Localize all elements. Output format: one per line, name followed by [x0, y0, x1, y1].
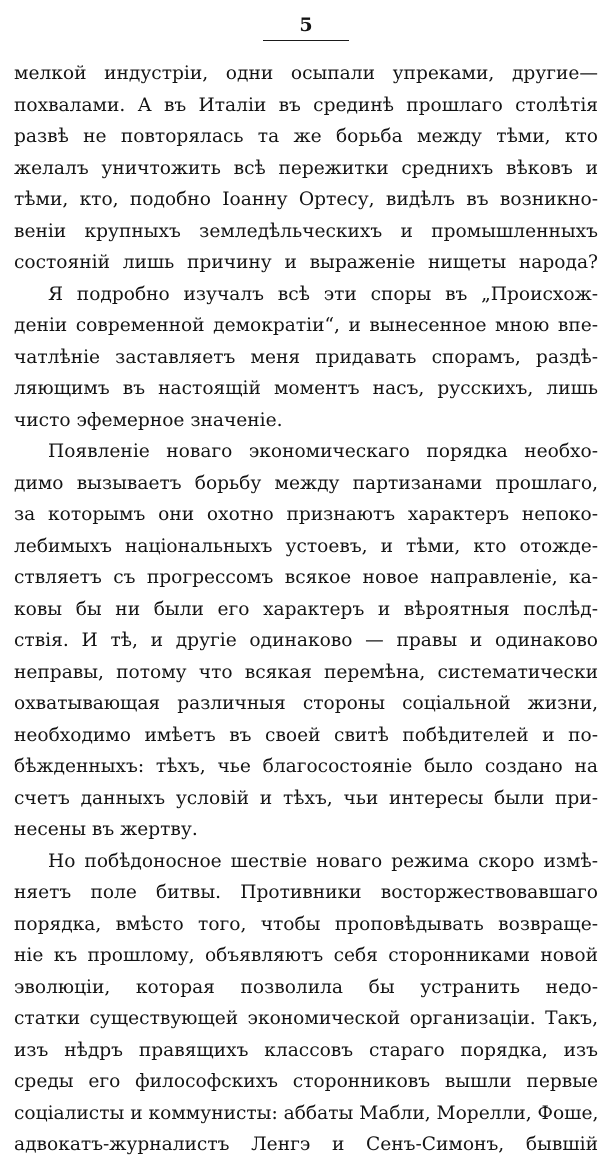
- text-line: развѣ не повторялась та же борьба между тѣми, кто: [14, 126, 598, 147]
- paragraph-3: [14, 436, 598, 846]
- text-line: Я подробно изучалъ всѣ эти споры въ „Происхож-: [48, 283, 598, 305]
- text-line: состояній лишь причину и выраженіе нищеты народа?: [14, 252, 598, 273]
- text-line: адвокатъ-журналистъ Ленгэ и Сенъ-Симонъ, бывшій: [14, 1134, 598, 1155]
- text-line: среды его философскихъ сторонниковъ вышли первые: [14, 1071, 598, 1092]
- text-line: порядка, вмѣсто того, чтобы проповѣдывать возвраще-: [14, 913, 598, 935]
- text-line: лебимыхъ національныхъ устоевъ, и тѣми, кто отожде-: [14, 535, 598, 557]
- text-line: за которымъ они охотно признаютъ характеръ непоко-: [14, 504, 598, 525]
- text-line: ствляетъ съ прогрессомъ всякое новое направленіе, ка-: [14, 567, 598, 588]
- text-line: чатлѣніе заставляетъ меня придавать спорамъ, раздѣ-: [14, 346, 598, 368]
- text-line: Но побѣдоносное шествіе новаго режима скоро измѣ-: [48, 850, 598, 872]
- text-line: несены въ жертву.: [14, 819, 198, 840]
- text-line: похвалами. А въ Италіи въ срединѣ прошлаго столѣтія: [14, 94, 598, 116]
- text-line: счетъ данныхъ условій и тѣхъ, чьи интересы были при-: [14, 787, 598, 809]
- text-line: ляющимъ въ настоящій моментъ насъ, русскихъ, лишь: [14, 378, 598, 399]
- text-line: желалъ уничтожить всѣ пережитки среднихъ вѣковъ и: [14, 157, 598, 179]
- paragraph-1: [14, 58, 598, 279]
- text-line: статки существующей экономической организаціи. Такъ,: [14, 1008, 598, 1029]
- text-line: мелкой индустріи, одни осыпали упреками, другие—: [14, 63, 598, 84]
- text-line: няетъ поле битвы. Противники восторжествовавшаго: [14, 882, 598, 903]
- text-line: ствія. И тѣ, и другіе одинаково — правы и одинаково: [14, 630, 598, 651]
- text-line: охватывающая различныя стороны соціальной жизни,: [14, 693, 598, 714]
- text-line: необходимо имѣетъ въ своей свитѣ побѣдителей и по-: [14, 724, 598, 746]
- text-line: эволюціи, которая позволила бы устранить недо-: [14, 976, 598, 998]
- text-line: чисто эфемерное значеніе.: [14, 409, 283, 431]
- text-line: неправы, потому что всякая перемѣна, систематически: [14, 661, 598, 683]
- page-number: 5: [299, 14, 313, 36]
- text-line: ніе къ прошлому, объявляютъ себя сторонниками новой: [14, 945, 598, 966]
- text-line: димо вызываетъ борьбу между партизанами прошлаго,: [14, 472, 598, 494]
- text-line: тѣми, кто, подобно Іоанну Ортесу, видѣлъ въ возникно-: [14, 189, 598, 210]
- text-line: изъ нѣдръ правящихъ классовъ стараго порядка, изъ: [14, 1039, 598, 1061]
- header-rule: [263, 40, 349, 41]
- text-line: деніи современной демократіи“, и вынесенное мною впе-: [14, 315, 598, 336]
- body-text: [14, 58, 598, 1161]
- paragraph-4: [14, 846, 598, 1161]
- text-line: соціалисты и коммунисты: аббаты Мабли, Морелли, Фоше,: [14, 1102, 598, 1124]
- paragraph-2: [14, 279, 598, 437]
- text-line: Появленіе новаго экономическаго порядка необхо-: [48, 441, 598, 462]
- text-line: ковы бы ни были его характеръ и вѣроятныя послѣд-: [14, 598, 598, 620]
- text-line: веніи крупныхъ земледѣльческихъ и промышленныхъ: [14, 220, 598, 242]
- text-line: бѣжденныхъ: тѣхъ, чье благосостояніе было создано на: [14, 756, 598, 777]
